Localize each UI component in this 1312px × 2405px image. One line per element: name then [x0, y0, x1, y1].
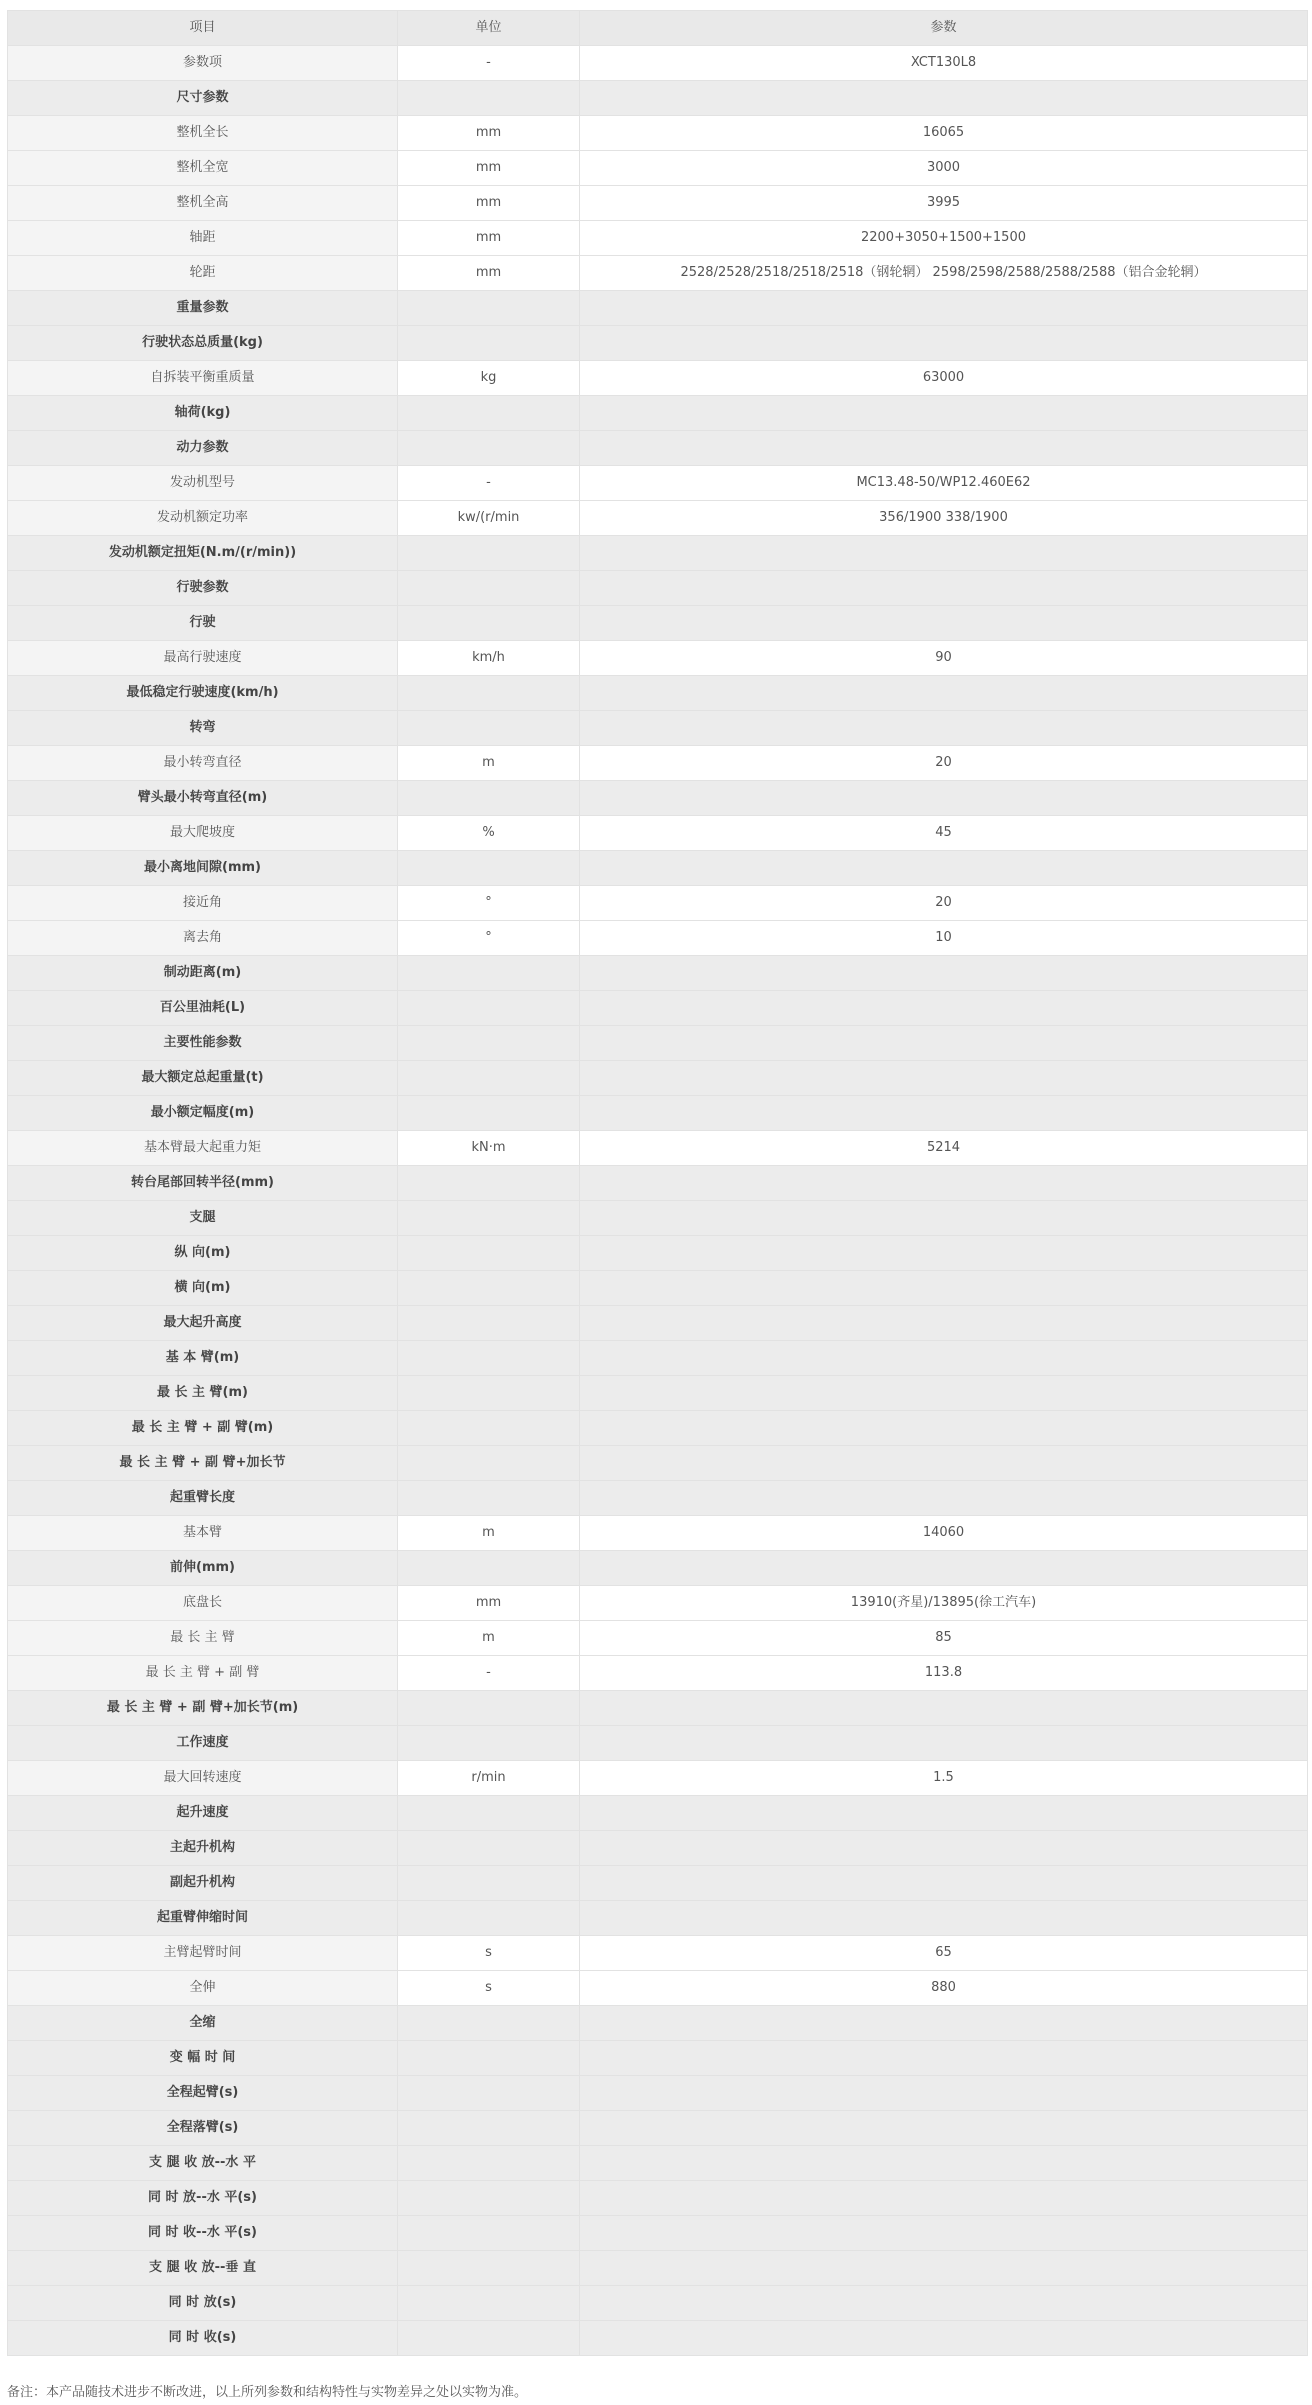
spec-table-body [8, 11, 1308, 2356]
param-cell [580, 326, 1308, 361]
section-row [8, 1096, 1308, 1131]
item-cell: 底盘长 [8, 1586, 398, 1621]
item-cell: 发动机额定扭矩(N.m/(r/min)) [8, 536, 398, 571]
table-row [8, 1621, 1308, 1656]
item-cell: 轴距 [8, 221, 398, 256]
section-row [8, 2111, 1308, 2146]
item-cell: 轴荷(kg) [8, 396, 398, 431]
unit-cell [398, 956, 580, 991]
table-row [8, 151, 1308, 186]
section-row [8, 2251, 1308, 2286]
section-row [8, 1201, 1308, 1236]
param-cell [580, 2251, 1308, 2286]
unit-cell: - [398, 1656, 580, 1691]
unit-cell [398, 1411, 580, 1446]
section-row [8, 431, 1308, 466]
item-cell: 全伸 [8, 1971, 398, 2006]
unit-cell [398, 2076, 580, 2111]
section-row [8, 291, 1308, 326]
item-cell: 最小额定幅度(m) [8, 1096, 398, 1131]
item-cell: 行驶状态总质量(kg) [8, 326, 398, 361]
item-cell: 起重臂伸缩时间 [8, 1901, 398, 1936]
item-cell: 最 长 主 臂 + 副 臂+加长节(m) [8, 1691, 398, 1726]
param-cell [580, 1026, 1308, 1061]
table-row [8, 501, 1308, 536]
section-row [8, 571, 1308, 606]
param-cell: 113.8 [580, 1656, 1308, 1691]
section-row [8, 1306, 1308, 1341]
unit-cell [398, 1061, 580, 1096]
param-cell [580, 571, 1308, 606]
section-row [8, 711, 1308, 746]
unit-cell [398, 2181, 580, 2216]
param-cell: 2200+3050+1500+1500 [580, 221, 1308, 256]
table-row [8, 1516, 1308, 1551]
section-row [8, 1166, 1308, 1201]
item-cell: 全程落臂(s) [8, 2111, 398, 2146]
item-cell: 制动距离(m) [8, 956, 398, 991]
item-cell: 同 时 收(s) [8, 2321, 398, 2356]
param-cell [580, 2041, 1308, 2076]
unit-cell: m [398, 1621, 580, 1656]
unit-cell: mm [398, 221, 580, 256]
item-cell: 转弯 [8, 711, 398, 746]
item-cell: 变 幅 时 间 [8, 2041, 398, 2076]
section-row [8, 1341, 1308, 1376]
unit-cell [398, 851, 580, 886]
section-row [8, 2216, 1308, 2251]
param-cell [580, 956, 1308, 991]
param-cell [580, 536, 1308, 571]
unit-cell [398, 676, 580, 711]
param-cell: 3000 [580, 151, 1308, 186]
unit-cell [398, 326, 580, 361]
param-cell: 20 [580, 746, 1308, 781]
item-cell: 尺寸参数 [8, 81, 398, 116]
param-cell [580, 2146, 1308, 2181]
unit-cell [398, 431, 580, 466]
section-row [8, 1866, 1308, 1901]
param-cell: 90 [580, 641, 1308, 676]
param-cell [580, 2181, 1308, 2216]
param-cell [580, 2111, 1308, 2146]
section-row [8, 1481, 1308, 1516]
section-row [8, 1411, 1308, 1446]
section-row [8, 2286, 1308, 2321]
unit-cell: - [398, 46, 580, 81]
param-cell: 880 [580, 1971, 1308, 2006]
unit-cell [398, 1866, 580, 1901]
param-cell [580, 606, 1308, 641]
section-row [8, 2146, 1308, 2181]
param-cell [580, 1376, 1308, 1411]
item-cell: 整机全高 [8, 186, 398, 221]
unit-cell [398, 1306, 580, 1341]
table-row [8, 816, 1308, 851]
item-cell: 接近角 [8, 886, 398, 921]
unit-cell [398, 1796, 580, 1831]
param-cell [580, 1411, 1308, 1446]
unit-cell [398, 81, 580, 116]
item-cell: 全缩 [8, 2006, 398, 2041]
param-cell [580, 2216, 1308, 2251]
item-cell: 主臂起臂时间 [8, 1936, 398, 1971]
item-cell: 基 本 臂(m) [8, 1341, 398, 1376]
table-row [8, 1131, 1308, 1166]
unit-cell [398, 536, 580, 571]
table-row [8, 221, 1308, 256]
item-cell: 最 长 主 臂(m) [8, 1376, 398, 1411]
item-cell: 臂头最小转弯直径(m) [8, 781, 398, 816]
unit-cell [398, 1831, 580, 1866]
param-cell: 63000 [580, 361, 1308, 396]
param-cell: 45 [580, 816, 1308, 851]
section-row [8, 1726, 1308, 1761]
param-cell [580, 1236, 1308, 1271]
item-cell: 最 长 主 臂 + 副 臂 [8, 1656, 398, 1691]
section-row [8, 326, 1308, 361]
param-cell: 14060 [580, 1516, 1308, 1551]
section-row [8, 1271, 1308, 1306]
unit-cell [398, 606, 580, 641]
unit-cell [398, 1341, 580, 1376]
section-row [8, 1551, 1308, 1586]
section-row [8, 81, 1308, 116]
unit-cell [398, 711, 580, 746]
unit-cell: ° [398, 921, 580, 956]
item-cell: 最低稳定行驶速度(km/h) [8, 676, 398, 711]
unit-cell [398, 2006, 580, 2041]
param-cell [580, 2076, 1308, 2111]
param-cell: 5214 [580, 1131, 1308, 1166]
item-cell: 整机全长 [8, 116, 398, 151]
unit-cell [398, 2216, 580, 2251]
section-row [8, 1026, 1308, 1061]
param-cell [580, 1096, 1308, 1131]
section-row [8, 1901, 1308, 1936]
unit-cell [398, 2286, 580, 2321]
table-row [8, 186, 1308, 221]
item-cell: 全程起臂(s) [8, 2076, 398, 2111]
param-cell [580, 1201, 1308, 1236]
item-cell: 行驶 [8, 606, 398, 641]
table-header-row [8, 11, 1308, 46]
item-cell: 动力参数 [8, 431, 398, 466]
section-row [8, 2041, 1308, 2076]
param-cell: 20 [580, 886, 1308, 921]
unit-cell: m [398, 1516, 580, 1551]
item-cell: 最小离地间隙(mm) [8, 851, 398, 886]
param-cell [580, 1796, 1308, 1831]
section-row [8, 396, 1308, 431]
param-cell [580, 711, 1308, 746]
param-cell [580, 991, 1308, 1026]
param-cell [580, 1726, 1308, 1761]
unit-cell [398, 781, 580, 816]
unit-cell: kg [398, 361, 580, 396]
section-row [8, 2006, 1308, 2041]
section-row [8, 676, 1308, 711]
unit-cell [398, 2111, 580, 2146]
param-cell [580, 1271, 1308, 1306]
param-cell [580, 1831, 1308, 1866]
unit-cell [398, 2321, 580, 2356]
item-cell: 支 腿 收 放--水 平 [8, 2146, 398, 2181]
item-cell: 工作速度 [8, 1726, 398, 1761]
unit-cell [398, 1551, 580, 1586]
unit-cell: s [398, 1971, 580, 2006]
param-cell: XCT130L8 [580, 46, 1308, 81]
param-cell: 85 [580, 1621, 1308, 1656]
unit-cell: m [398, 746, 580, 781]
param-cell: 2528/2528/2518/2518/2518（钢轮辋） 2598/2598/2588/2588/2588（铝合金轮辋） [580, 256, 1308, 291]
unit-cell [398, 1096, 580, 1131]
param-cell [580, 291, 1308, 326]
item-cell: 重量参数 [8, 291, 398, 326]
item-cell: 发动机型号 [8, 466, 398, 501]
header-item: 项目 [8, 11, 398, 46]
table-row [8, 886, 1308, 921]
unit-cell: r/min [398, 1761, 580, 1796]
item-cell: 整机全宽 [8, 151, 398, 186]
param-cell [580, 2321, 1308, 2356]
param-cell: 3995 [580, 186, 1308, 221]
section-row [8, 1376, 1308, 1411]
section-row [8, 851, 1308, 886]
unit-cell [398, 1726, 580, 1761]
item-cell: 主起升机构 [8, 1831, 398, 1866]
unit-cell [398, 1446, 580, 1481]
param-cell: 13910(齐星)/13895(徐工汽车) [580, 1586, 1308, 1621]
table-row [8, 116, 1308, 151]
unit-cell [398, 1236, 580, 1271]
param-cell: 65 [580, 1936, 1308, 1971]
param-cell: 16065 [580, 116, 1308, 151]
param-cell: MC13.48-50/WP12.460E62 [580, 466, 1308, 501]
item-cell: 最大额定总起重量(t) [8, 1061, 398, 1096]
param-cell [580, 1306, 1308, 1341]
param-cell [580, 1551, 1308, 1586]
param-cell [580, 431, 1308, 466]
item-cell: 转台尾部回转半径(mm) [8, 1166, 398, 1201]
footnote: 备注：本产品随技术进步不断改进，以上所列参数和结构特性与实物差异之处以实物为准。 [7, 2385, 528, 2400]
item-cell: 基本臂 [8, 1516, 398, 1551]
section-row [8, 1796, 1308, 1831]
item-cell: 最大起升高度 [8, 1306, 398, 1341]
param-cell [580, 851, 1308, 886]
item-cell: 最大爬坡度 [8, 816, 398, 851]
item-cell: 主要性能参数 [8, 1026, 398, 1061]
item-cell: 最大回转速度 [8, 1761, 398, 1796]
unit-cell [398, 1376, 580, 1411]
item-cell: 最小转弯直径 [8, 746, 398, 781]
param-cell [580, 1691, 1308, 1726]
unit-cell: - [398, 466, 580, 501]
unit-cell: mm [398, 116, 580, 151]
unit-cell [398, 2251, 580, 2286]
table-row [8, 641, 1308, 676]
param-cell [580, 396, 1308, 431]
param-cell: 10 [580, 921, 1308, 956]
table-row [8, 256, 1308, 291]
param-cell [580, 1481, 1308, 1516]
item-cell: 最高行驶速度 [8, 641, 398, 676]
unit-cell [398, 1201, 580, 1236]
table-row [8, 1656, 1308, 1691]
item-cell: 横 向(m) [8, 1271, 398, 1306]
item-cell: 最 长 主 臂 + 副 臂+加长节 [8, 1446, 398, 1481]
section-row [8, 2321, 1308, 2356]
section-row [8, 1831, 1308, 1866]
param-cell [580, 81, 1308, 116]
item-cell: 支 腿 收 放--垂 直 [8, 2251, 398, 2286]
param-cell [580, 1341, 1308, 1376]
item-cell: 最 长 主 臂 + 副 臂(m) [8, 1411, 398, 1446]
param-cell [580, 676, 1308, 711]
unit-cell: s [398, 1936, 580, 1971]
unit-cell [398, 1691, 580, 1726]
param-cell: 356/1900 338/1900 [580, 501, 1308, 536]
section-row [8, 606, 1308, 641]
param-cell [580, 1866, 1308, 1901]
item-cell: 轮距 [8, 256, 398, 291]
unit-cell [398, 1901, 580, 1936]
param-cell [580, 1166, 1308, 1201]
table-row [8, 746, 1308, 781]
item-cell: 基本臂最大起重力矩 [8, 1131, 398, 1166]
section-row [8, 536, 1308, 571]
item-cell: 起重臂长度 [8, 1481, 398, 1516]
unit-cell [398, 1481, 580, 1516]
section-row [8, 781, 1308, 816]
table-row [8, 1971, 1308, 2006]
table-row [8, 1761, 1308, 1796]
unit-cell [398, 396, 580, 431]
section-row [8, 991, 1308, 1026]
unit-cell: mm [398, 256, 580, 291]
table-row [8, 921, 1308, 956]
unit-cell [398, 1166, 580, 1201]
unit-cell: mm [398, 151, 580, 186]
section-row [8, 1236, 1308, 1271]
item-cell: 起升速度 [8, 1796, 398, 1831]
param-cell [580, 781, 1308, 816]
param-cell [580, 1446, 1308, 1481]
unit-cell: ° [398, 886, 580, 921]
table-row [8, 1936, 1308, 1971]
item-cell: 同 时 收--水 平(s) [8, 2216, 398, 2251]
section-row [8, 2076, 1308, 2111]
section-row [8, 1061, 1308, 1096]
header-unit: 单位 [398, 11, 580, 46]
header-param: 参数 [580, 11, 1308, 46]
unit-cell: % [398, 816, 580, 851]
unit-cell [398, 2041, 580, 2076]
item-cell: 自拆装平衡重质量 [8, 361, 398, 396]
unit-cell [398, 1026, 580, 1061]
item-cell: 百公里油耗(L) [8, 991, 398, 1026]
table-row [8, 466, 1308, 501]
item-cell: 离去角 [8, 921, 398, 956]
section-row [8, 2181, 1308, 2216]
item-cell: 支腿 [8, 1201, 398, 1236]
param-cell [580, 1901, 1308, 1936]
item-cell: 行驶参数 [8, 571, 398, 606]
item-cell: 参数项 [8, 46, 398, 81]
table-row [8, 46, 1308, 81]
unit-cell: km/h [398, 641, 580, 676]
item-cell: 纵 向(m) [8, 1236, 398, 1271]
spec-table [7, 10, 1308, 2356]
unit-cell: mm [398, 1586, 580, 1621]
table-row [8, 1586, 1308, 1621]
param-cell [580, 1061, 1308, 1096]
param-cell [580, 2006, 1308, 2041]
unit-cell [398, 2146, 580, 2181]
item-cell: 同 时 放--水 平(s) [8, 2181, 398, 2216]
item-cell: 发动机额定功率 [8, 501, 398, 536]
unit-cell [398, 991, 580, 1026]
table-row [8, 361, 1308, 396]
section-row [8, 1691, 1308, 1726]
unit-cell [398, 1271, 580, 1306]
section-row [8, 956, 1308, 991]
unit-cell [398, 291, 580, 326]
param-cell: 1.5 [580, 1761, 1308, 1796]
unit-cell: kN·m [398, 1131, 580, 1166]
item-cell: 最 长 主 臂 [8, 1621, 398, 1656]
section-row [8, 1446, 1308, 1481]
item-cell: 同 时 放(s) [8, 2286, 398, 2321]
param-cell [580, 2286, 1308, 2321]
unit-cell [398, 571, 580, 606]
unit-cell: kw/(r/min [398, 501, 580, 536]
item-cell: 副起升机构 [8, 1866, 398, 1901]
unit-cell: mm [398, 186, 580, 221]
item-cell: 前伸(mm) [8, 1551, 398, 1586]
